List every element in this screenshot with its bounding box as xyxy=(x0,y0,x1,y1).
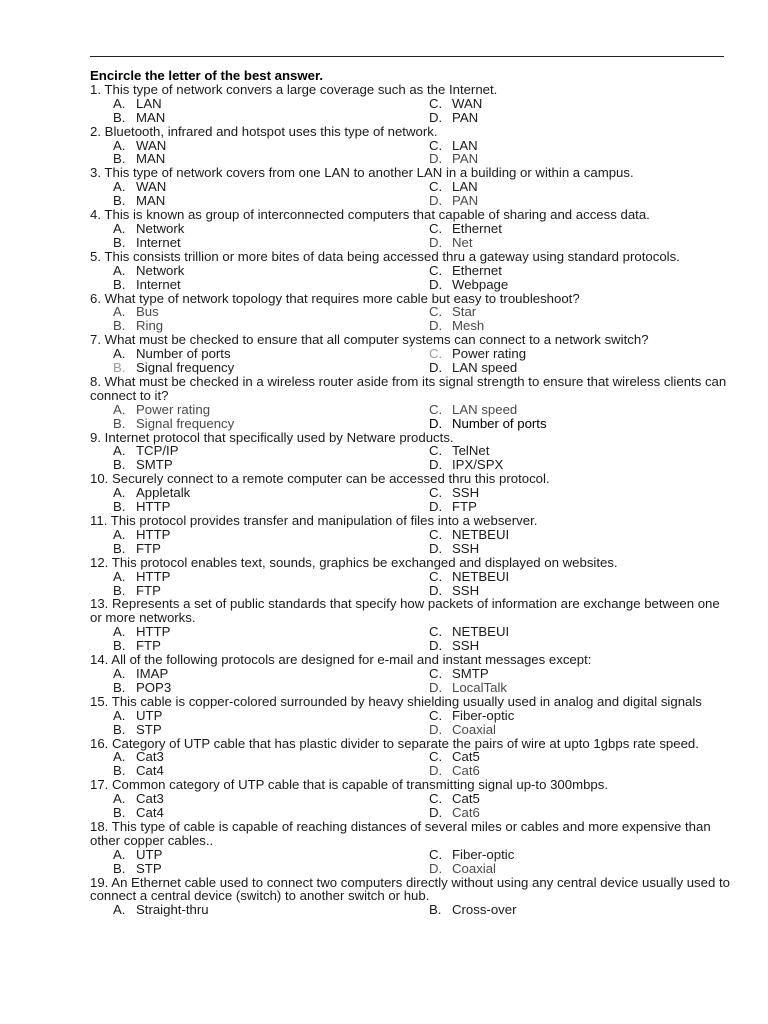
option-text: FTP xyxy=(136,582,161,598)
question-10 xyxy=(90,472,730,514)
option-text: Cat3 xyxy=(136,749,164,765)
option-text: Number of ports xyxy=(452,415,547,431)
option-text: Internet xyxy=(136,234,181,250)
answer-option-d[interactable] xyxy=(429,500,729,514)
option-letter: B. xyxy=(113,805,126,821)
option-letter: D. xyxy=(429,151,443,167)
option-text: Straight-thru xyxy=(136,902,209,918)
option-letter: D. xyxy=(429,805,443,821)
answer-option-a[interactable] xyxy=(113,903,429,917)
option-letter: D. xyxy=(429,860,443,876)
question-text: 7. What must be checked to ensure that all computer systems can connect to a network switch? xyxy=(90,332,649,348)
question-text: 1. This type of network convers a large coverage such as the Internet. xyxy=(90,81,498,97)
answer-option-d[interactable] xyxy=(429,458,729,472)
answer-option-d[interactable] xyxy=(429,862,729,876)
answer-options xyxy=(113,903,730,917)
answer-option-c[interactable] xyxy=(429,848,729,862)
question-13 xyxy=(90,597,730,653)
option-letter: B. xyxy=(113,457,126,473)
option-letter: C. xyxy=(429,749,443,765)
option-text: IMAP xyxy=(136,665,169,681)
answer-options xyxy=(113,625,730,653)
answer-option-c[interactable] xyxy=(429,222,729,236)
answer-options xyxy=(113,97,730,125)
answer-option-a[interactable] xyxy=(113,750,429,764)
answer-option-c[interactable] xyxy=(429,667,729,681)
question-text: 16. Category of UTP cable that has plastic divider to separate the pairs of wire at upto 1gbps rate speed. xyxy=(90,735,699,751)
question-text: 9. Internet protocol that specifically used by Netware products. xyxy=(90,429,454,445)
question-2 xyxy=(90,125,730,167)
answer-option-c[interactable] xyxy=(429,403,729,417)
option-text: Cat5 xyxy=(452,791,480,807)
option-letter: D. xyxy=(429,318,443,334)
option-letter: B. xyxy=(113,193,126,209)
answer-option-b[interactable] xyxy=(113,278,429,292)
option-letter: D. xyxy=(429,457,443,473)
option-text: Net xyxy=(452,234,473,250)
answer-option-c[interactable] xyxy=(429,305,729,319)
option-letter: B. xyxy=(113,763,126,779)
option-letter: A. xyxy=(113,902,126,918)
answer-option-b[interactable] xyxy=(113,639,429,653)
answer-option-d[interactable] xyxy=(429,319,729,333)
option-text: Network xyxy=(136,220,185,236)
answer-option-a[interactable] xyxy=(113,709,429,723)
option-text: PAN xyxy=(452,109,479,125)
answer-option-c[interactable] xyxy=(429,444,729,458)
option-letter: D. xyxy=(429,234,443,250)
option-letter: B. xyxy=(113,499,126,515)
answer-option-a[interactable] xyxy=(113,444,429,458)
answer-option-b[interactable] xyxy=(113,542,429,556)
answer-option-b[interactable] xyxy=(113,584,429,598)
answer-options xyxy=(113,139,730,167)
option-text: SSH xyxy=(452,638,480,654)
question-7 xyxy=(90,333,730,375)
option-letter: D. xyxy=(429,499,443,515)
option-text: Cat6 xyxy=(452,805,480,821)
option-text: NETBEUI xyxy=(452,624,510,640)
answer-option-c[interactable] xyxy=(429,97,729,111)
option-text: TCP/IP xyxy=(136,443,179,459)
answer-option-b[interactable] xyxy=(113,764,429,778)
option-letter: B. xyxy=(113,582,126,598)
answer-option-d[interactable] xyxy=(429,723,729,737)
option-letter: C. xyxy=(429,220,443,236)
option-text: Appletalk xyxy=(136,485,191,501)
option-letter: D. xyxy=(429,360,443,376)
answer-option-c[interactable] xyxy=(429,528,729,542)
answer-option-a[interactable] xyxy=(113,570,429,584)
option-letter: B. xyxy=(113,721,126,737)
answer-options xyxy=(113,848,730,876)
question-3 xyxy=(90,166,730,208)
option-text: LAN xyxy=(452,179,478,195)
question-12 xyxy=(90,556,730,598)
answer-option-a[interactable] xyxy=(113,222,429,236)
option-letter: B. xyxy=(113,318,126,334)
answer-option-d[interactable] xyxy=(429,236,729,250)
option-letter: A. xyxy=(113,846,126,862)
option-letter: C. xyxy=(429,624,443,640)
option-text: MAN xyxy=(136,193,166,209)
question-text: 12. This protocol enables text, sounds, graphics be exchanged and displayed on websites. xyxy=(90,554,618,570)
option-text: Fiber-optic xyxy=(452,846,515,862)
option-text: Cat4 xyxy=(136,805,164,821)
option-letter: A. xyxy=(113,179,126,195)
option-letter: D. xyxy=(429,276,443,292)
option-letter: A. xyxy=(113,749,126,765)
answer-options xyxy=(113,486,730,514)
option-text: LocalTalk xyxy=(452,679,507,695)
answer-option-d[interactable] xyxy=(429,806,729,820)
answer-option-d[interactable] xyxy=(429,361,729,375)
option-text: FTP xyxy=(136,540,161,556)
option-letter: A. xyxy=(113,346,126,362)
option-letter: C. xyxy=(429,95,443,111)
answer-options xyxy=(113,305,730,333)
answer-options xyxy=(113,709,730,737)
answer-option-b[interactable] xyxy=(113,681,429,695)
question-14 xyxy=(90,653,730,695)
answer-option-c[interactable] xyxy=(429,180,729,194)
answer-option-c[interactable] xyxy=(429,486,729,500)
option-text: Cat5 xyxy=(452,749,480,765)
answer-option-d[interactable] xyxy=(429,584,729,598)
option-text: Cat4 xyxy=(136,763,164,779)
option-text: PAN xyxy=(452,193,479,209)
option-text: WAN xyxy=(452,95,483,111)
option-letter: C. xyxy=(429,401,443,417)
option-letter: B. xyxy=(113,109,126,125)
option-text: NETBEUI xyxy=(452,526,510,542)
answer-option-a[interactable] xyxy=(113,180,429,194)
option-text: LAN speed xyxy=(452,401,518,417)
question-text: 17. Common category of UTP cable that is capable of transmitting signal up-to 300mbps. xyxy=(90,777,609,793)
option-text: HTTP xyxy=(136,624,171,640)
answer-options xyxy=(113,667,730,695)
question-11 xyxy=(90,514,730,556)
option-letter: C. xyxy=(429,665,443,681)
answer-option-b[interactable] xyxy=(113,194,429,208)
option-letter: C. xyxy=(429,485,443,501)
answer-option-a[interactable] xyxy=(113,347,429,361)
option-letter: D. xyxy=(429,638,443,654)
option-text: Power rating xyxy=(136,401,211,417)
answer-option-c[interactable] xyxy=(429,264,729,278)
option-letter: A. xyxy=(113,526,126,542)
option-letter: A. xyxy=(113,304,126,320)
answer-options xyxy=(113,528,730,556)
option-letter: B. xyxy=(113,276,126,292)
quiz-document xyxy=(90,69,730,917)
answer-option-c[interactable] xyxy=(429,139,729,153)
option-text: STP xyxy=(136,860,162,876)
answer-option-b[interactable] xyxy=(113,236,429,250)
option-text: UTP xyxy=(136,707,163,723)
option-text: POP3 xyxy=(136,679,172,695)
answer-option-a[interactable] xyxy=(113,848,429,862)
option-text: UTP xyxy=(136,846,163,862)
answer-option-b[interactable] xyxy=(113,723,429,737)
option-text: Ring xyxy=(136,318,164,334)
option-text: Ethernet xyxy=(452,262,502,278)
option-text: Number of ports xyxy=(136,346,231,362)
option-text: LAN xyxy=(136,95,162,111)
option-text: Signal frequency xyxy=(136,360,235,376)
answer-option-a[interactable] xyxy=(113,264,429,278)
question-text: 8. What must be checked in a wireless router aside from its signal strength to ensure that wireless clients can connect to it? xyxy=(90,373,727,403)
question-text: 3. This type of network covers from one LAN to another LAN in a building or within a campus. xyxy=(90,165,634,181)
option-letter: B. xyxy=(113,151,126,167)
option-letter: B. xyxy=(113,679,126,695)
answer-option-a[interactable] xyxy=(113,139,429,153)
question-text: 5. This consists trillion or more bites of data being accessed thru a gateway using standard protocols. xyxy=(90,248,680,264)
question-text: 14. All of the following protocols are designed for e-mail and instant messages except: xyxy=(90,652,592,668)
answer-option-c[interactable] xyxy=(429,750,729,764)
answer-option-a[interactable] xyxy=(113,403,429,417)
question-1 xyxy=(90,83,730,125)
answer-option-a[interactable] xyxy=(113,625,429,639)
option-text: Cat3 xyxy=(136,791,164,807)
answer-option-a[interactable] xyxy=(113,792,429,806)
option-letter: B. xyxy=(113,540,126,556)
option-text: HTTP xyxy=(136,526,171,542)
option-letter: C. xyxy=(429,707,443,723)
option-letter: C. xyxy=(429,443,443,459)
question-text: 15. This cable is copper-colored surrounded by heavy shielding usually used in analog and digital signals xyxy=(90,693,702,709)
question-6 xyxy=(90,292,730,334)
question-18 xyxy=(90,820,730,876)
option-text: IPX/SPX xyxy=(452,457,504,473)
option-text: MAN xyxy=(136,109,166,125)
answer-option-b[interactable] xyxy=(113,500,429,514)
answer-option-a[interactable] xyxy=(113,667,429,681)
option-text: LAN speed xyxy=(452,360,518,376)
answer-options xyxy=(113,792,730,820)
answer-option-d[interactable] xyxy=(429,639,729,653)
answer-option-d[interactable] xyxy=(429,194,729,208)
option-text: SSH xyxy=(452,540,480,556)
option-letter: B. xyxy=(429,902,442,918)
option-letter: D. xyxy=(429,679,443,695)
option-letter: A. xyxy=(113,707,126,723)
instruction-heading: Encircle the letter of the best answer. xyxy=(90,68,324,83)
option-text: Star xyxy=(452,304,477,320)
answer-option-d[interactable] xyxy=(429,542,729,556)
option-text: Network xyxy=(136,262,185,278)
answer-option-c[interactable] xyxy=(429,709,729,723)
question-5 xyxy=(90,250,730,292)
answer-options xyxy=(113,222,730,250)
option-text: Coaxial xyxy=(452,860,496,876)
option-letter: A. xyxy=(113,485,126,501)
answer-option-b[interactable] xyxy=(113,319,429,333)
question-text: 6. What type of network topology that requires more cable but easy to troubleshoot? xyxy=(90,290,580,306)
answer-option-c[interactable] xyxy=(429,625,729,639)
option-letter: D. xyxy=(429,721,443,737)
question-list xyxy=(90,83,730,917)
answer-option-b[interactable] xyxy=(113,152,429,166)
option-text: PAN xyxy=(452,151,479,167)
option-text: Mesh xyxy=(452,318,485,334)
question-text: 11. This protocol provides transfer and manipulation of files into a webserver. xyxy=(90,513,538,528)
answer-option-c[interactable] xyxy=(429,347,729,361)
option-text: Cross-over xyxy=(452,902,517,918)
option-letter: A. xyxy=(113,443,126,459)
option-letter: D. xyxy=(429,540,443,556)
option-letter: C. xyxy=(429,137,443,153)
option-text: Internet xyxy=(136,276,181,292)
option-letter: B. xyxy=(113,638,126,654)
option-letter: C. xyxy=(429,846,443,862)
answer-option-d[interactable] xyxy=(429,278,729,292)
option-letter: A. xyxy=(113,624,126,640)
option-letter: D. xyxy=(429,415,443,431)
option-letter: C. xyxy=(429,346,443,362)
answer-option-b[interactable] xyxy=(429,903,729,917)
option-letter: B. xyxy=(113,415,126,431)
answer-option-a[interactable] xyxy=(113,486,429,500)
answer-options xyxy=(113,750,730,778)
answer-option-d[interactable] xyxy=(429,417,729,431)
option-letter: C. xyxy=(429,568,443,584)
answer-options xyxy=(113,444,730,472)
option-letter: D. xyxy=(429,763,443,779)
question-8 xyxy=(90,375,730,431)
option-letter: A. xyxy=(113,568,126,584)
option-letter: B. xyxy=(113,234,126,250)
question-16 xyxy=(90,737,730,779)
option-letter: C. xyxy=(429,262,443,278)
option-text: FTP xyxy=(452,499,477,515)
option-text: SSH xyxy=(452,582,480,598)
option-letter: A. xyxy=(113,665,126,681)
top-rule xyxy=(90,56,724,57)
question-text: 10. Securely connect to a remote computer can be accessed thru this protocol. xyxy=(90,471,550,487)
answer-option-b[interactable] xyxy=(113,417,429,431)
answer-option-b[interactable] xyxy=(113,862,429,876)
option-text: Cat6 xyxy=(452,763,480,779)
question-4 xyxy=(90,208,730,250)
option-text: HTTP xyxy=(136,499,171,515)
option-letter: C. xyxy=(429,791,443,807)
option-text: SSH xyxy=(452,485,480,501)
answer-option-d[interactable] xyxy=(429,764,729,778)
option-letter: A. xyxy=(113,95,126,111)
question-text: 4. This is known as group of interconnected computers that capable of sharing and access data. xyxy=(90,207,650,223)
option-text: LAN xyxy=(452,137,478,153)
option-letter: A. xyxy=(113,791,126,807)
question-15 xyxy=(90,695,730,737)
option-letter: D. xyxy=(429,582,443,598)
answer-option-b[interactable] xyxy=(113,111,429,125)
question-9 xyxy=(90,431,730,473)
answer-option-b[interactable] xyxy=(113,361,429,375)
answer-option-a[interactable] xyxy=(113,528,429,542)
option-text: NETBEUI xyxy=(452,568,510,584)
answer-option-a[interactable] xyxy=(113,97,429,111)
answer-options xyxy=(113,180,730,208)
question-17 xyxy=(90,778,730,820)
answer-option-a[interactable] xyxy=(113,305,429,319)
answer-options xyxy=(113,570,730,598)
answer-option-d[interactable] xyxy=(429,152,729,166)
answer-options xyxy=(113,347,730,375)
option-letter: B. xyxy=(113,360,126,376)
option-text: Coaxial xyxy=(452,721,496,737)
option-text: Bus xyxy=(136,304,159,320)
option-text: WAN xyxy=(136,179,167,195)
answer-option-c[interactable] xyxy=(429,792,729,806)
question-text: 19. An Ethernet cable used to connect two computers directly without using any central device usually used to connect a central device (switch) to another switch or hub. xyxy=(90,874,730,904)
answer-option-d[interactable] xyxy=(429,111,729,125)
option-text: FTP xyxy=(136,638,161,654)
option-text: Fiber-optic xyxy=(452,707,515,723)
answer-option-c[interactable] xyxy=(429,570,729,584)
option-text: Signal frequency xyxy=(136,415,235,431)
option-letter: C. xyxy=(429,304,443,320)
option-text: Power rating xyxy=(452,346,527,362)
option-text: Webpage xyxy=(452,276,509,292)
question-text: 18. This type of cable is capable of reaching distances of several miles or cables and more expensive than other copper cables.. xyxy=(90,818,711,848)
answer-options xyxy=(113,403,730,431)
option-letter: A. xyxy=(113,262,126,278)
option-letter: C. xyxy=(429,526,443,542)
option-letter: A. xyxy=(113,220,126,236)
option-text: Ethernet xyxy=(452,220,502,236)
option-text: SMTP xyxy=(136,457,173,473)
option-text: SMTP xyxy=(452,665,489,681)
option-letter: B. xyxy=(113,860,126,876)
option-letter: A. xyxy=(113,401,126,417)
option-text: TelNet xyxy=(452,443,490,459)
answer-option-b[interactable] xyxy=(113,806,429,820)
answer-options xyxy=(113,264,730,292)
answer-option-d[interactable] xyxy=(429,681,729,695)
option-text: WAN xyxy=(136,137,167,153)
question-19 xyxy=(90,876,730,918)
option-text: HTTP xyxy=(136,568,171,584)
option-letter: D. xyxy=(429,193,443,209)
option-letter: D. xyxy=(429,109,443,125)
question-text: 2. Bluetooth, infrared and hotspot uses this type of network. xyxy=(90,123,438,139)
option-letter: C. xyxy=(429,179,443,195)
option-letter: A. xyxy=(113,137,126,153)
option-text: STP xyxy=(136,721,162,737)
question-text: 13. Represents a set of public standards that specify how packets of information are exchange between one or more networks. xyxy=(90,596,720,626)
answer-option-b[interactable] xyxy=(113,458,429,472)
option-text: MAN xyxy=(136,151,166,167)
